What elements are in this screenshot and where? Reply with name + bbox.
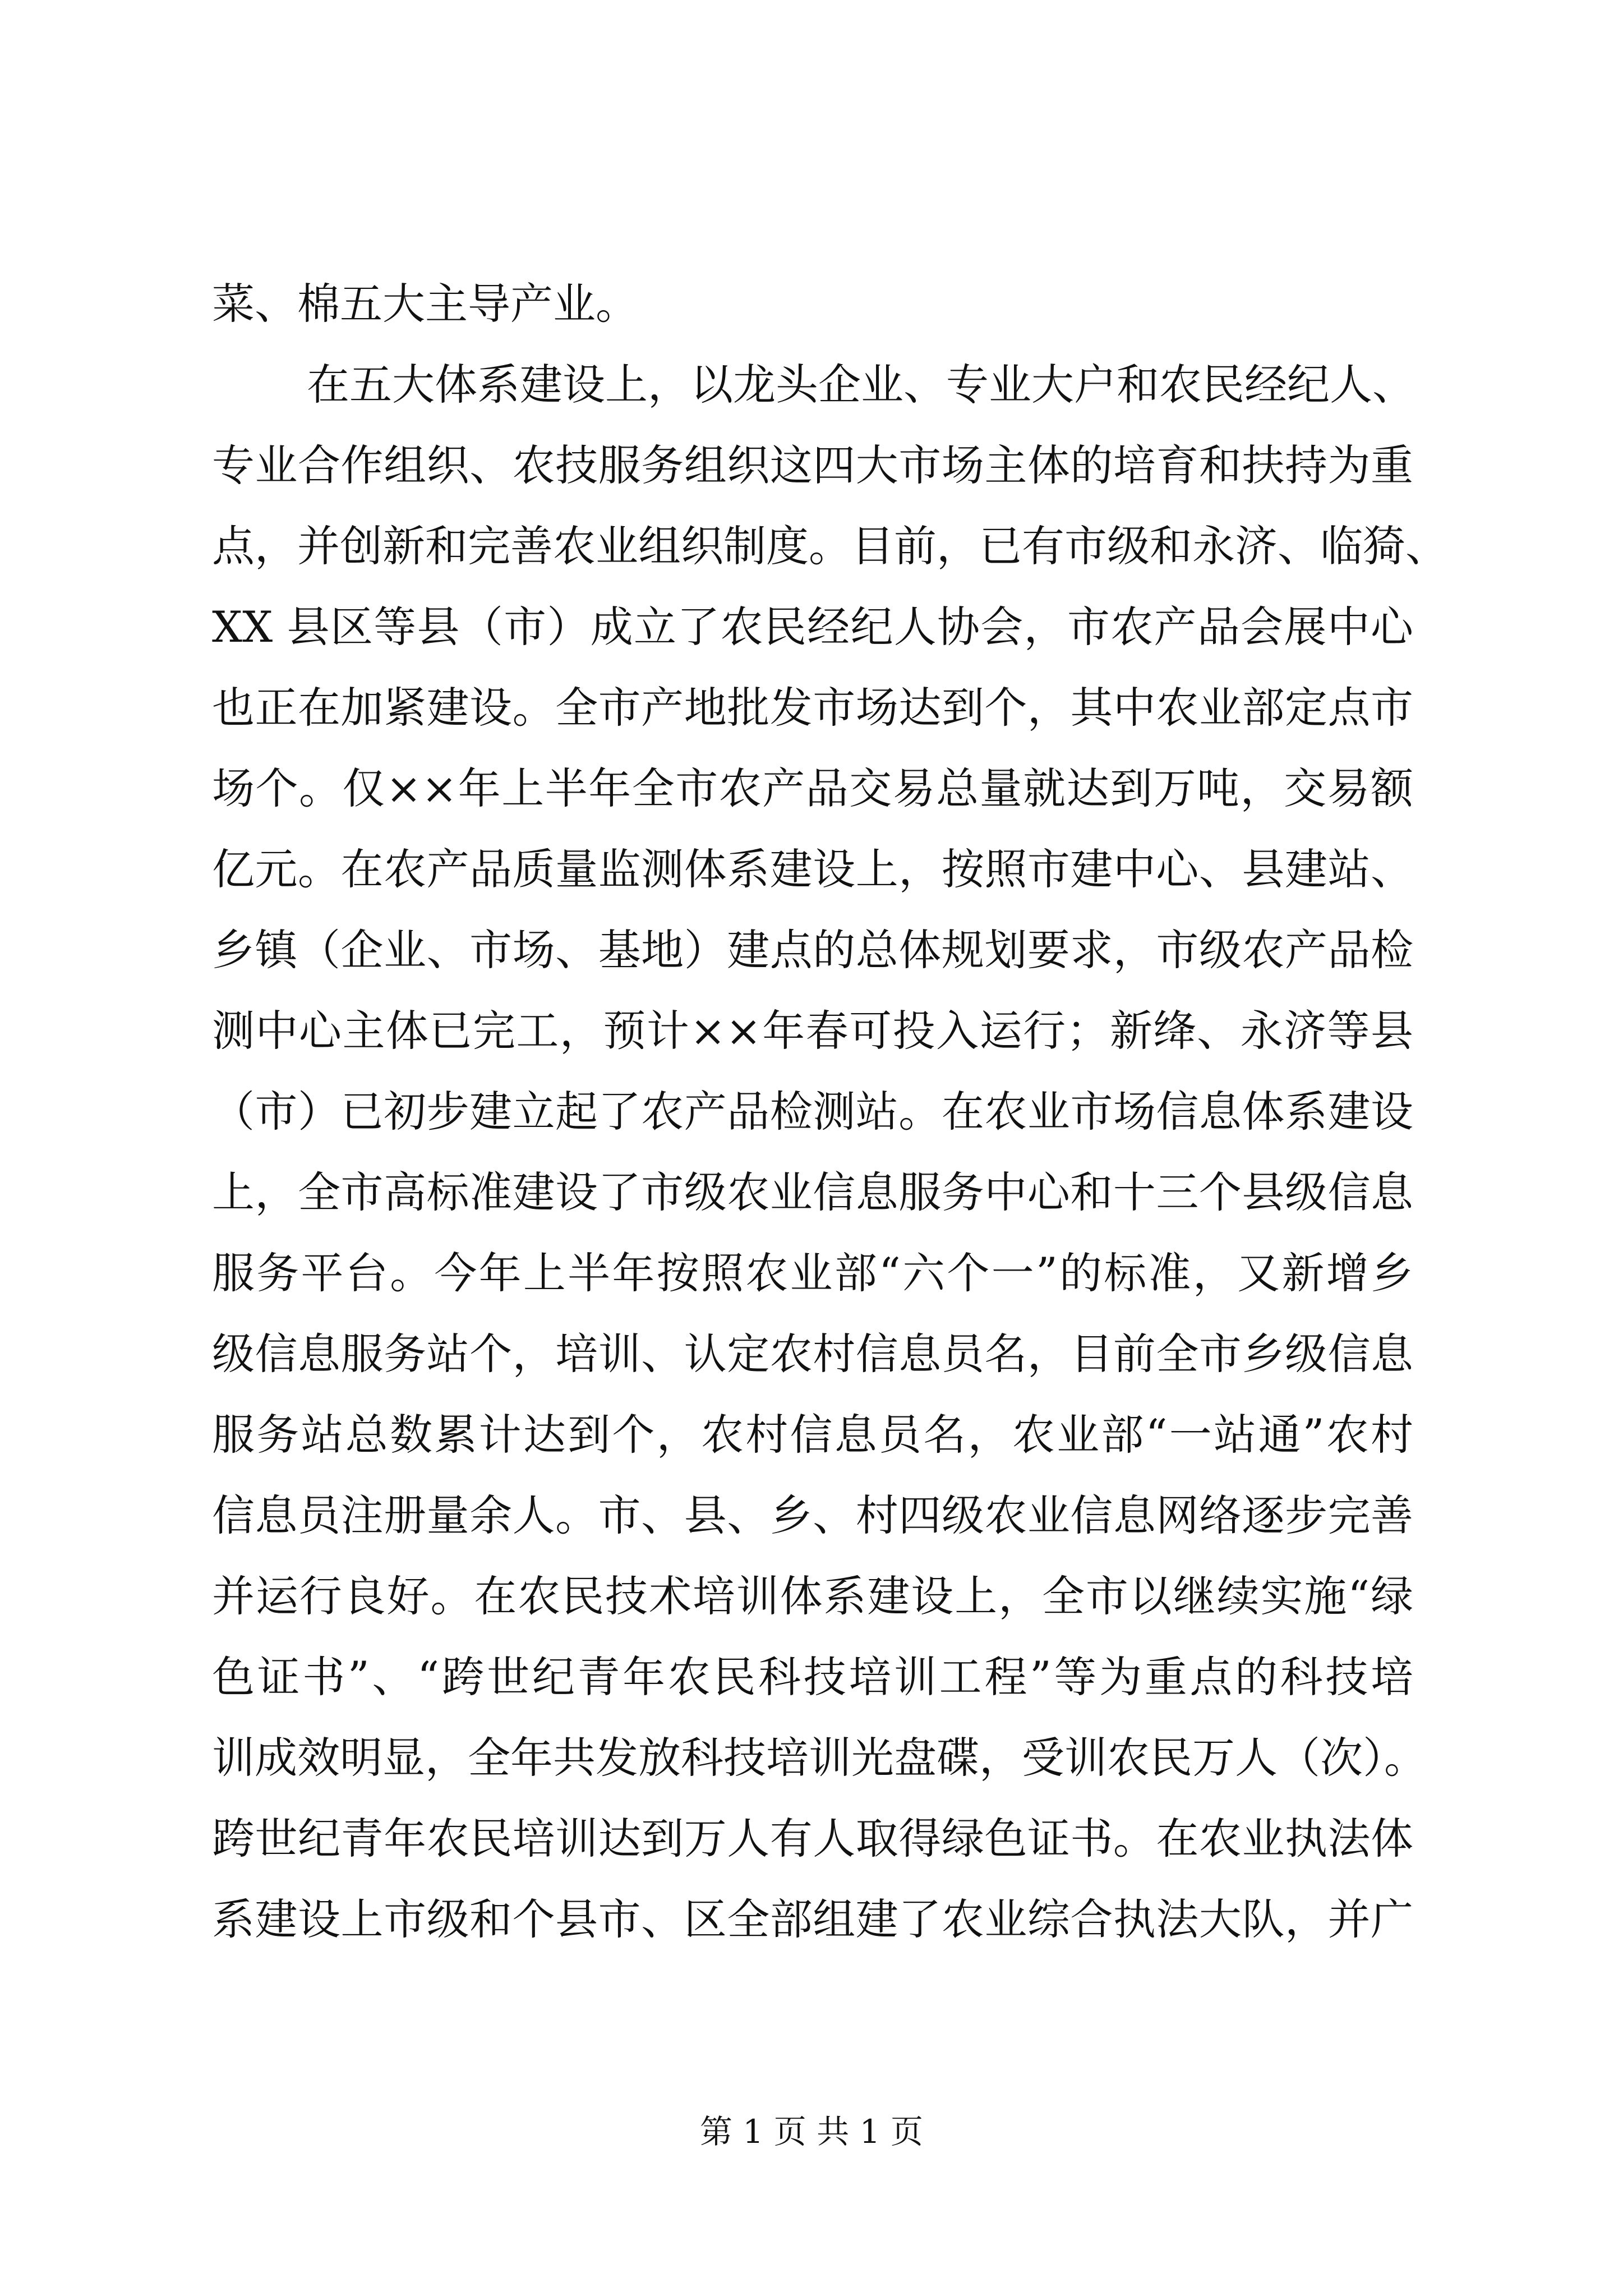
body-text xyxy=(212,264,1448,1960)
text-line: （市）已初步建立起了农产品检测站。在农业市场信息体系建设 xyxy=(212,1087,1413,1137)
text-line: 也正在加紧建设。全市产地批发市场达到个，其中农业部定点市 xyxy=(212,683,1413,733)
text-line: 服务平台。今年上半年按照农业部“六个一”的标准，又新增乡 xyxy=(212,1248,1413,1298)
text-line: 点，并创新和完善农业组织制度。目前，已有市级和永济、临猗、 xyxy=(212,521,1448,571)
text-line: 亿元。在农产品质量监测体系建设上，按照市建中心、县建站、 xyxy=(212,844,1413,894)
text-line: 测中心主体已完工，预计××年春可投入运行；新绛、永济等县 xyxy=(212,1006,1413,1056)
text-line: 系建设上市级和个县市、区全部组建了农业综合执法大队，并广 xyxy=(212,1894,1413,1944)
text-line: 训成效明显，全年共发放科技培训光盘碟，受训农民万人（次）。 xyxy=(212,1733,1427,1783)
text-line: 色证书”、“跨世纪青年农民科技培训工程”等为重点的科技培 xyxy=(212,1652,1413,1702)
text-line: 专业合作组织、农技服务组织这四大市场主体的培育和扶持为重 xyxy=(212,440,1413,490)
paragraph-first-line: 在五大体系建设上，以龙头企业、专业大户和农民经纪人、 xyxy=(307,360,1415,409)
text-line: 上，全市高标准建设了市级农业信息服务中心和十三个县级信息 xyxy=(212,1167,1413,1217)
text-line: 乡镇（企业、市场、基地）建点的总体规划要求，市级农产品检 xyxy=(212,925,1413,975)
text-line: 场个。仅××年上半年全市农产品交易总量就达到万吨，交易额 xyxy=(212,763,1413,813)
text-line: 并运行良好。在农民技术培训体系建设上，全市以继续实施“绿 xyxy=(212,1571,1413,1621)
text-line: 跨世纪青年农民培训达到万人有人取得绿色证书。在农业执法体 xyxy=(212,1814,1413,1864)
page-footer: 第 1 页 共 1 页 xyxy=(700,2113,923,2151)
text-line: 级信息服务站个，培训、认定农村信息员名，目前全市乡级信息 xyxy=(212,1329,1413,1379)
text-line: 菜、棉五大主导产业。 xyxy=(212,279,638,329)
text-line: XX 县区等县（市）成立了农民经纪人协会，市农产品会展中心 xyxy=(212,602,1413,652)
text-line: 服务站总数累计达到个，农村信息员名，农业部“一站通”农村 xyxy=(212,1410,1413,1460)
text-line: 信息员注册量余人。市、县、乡、村四级农业信息网络逐步完善 xyxy=(212,1490,1413,1540)
